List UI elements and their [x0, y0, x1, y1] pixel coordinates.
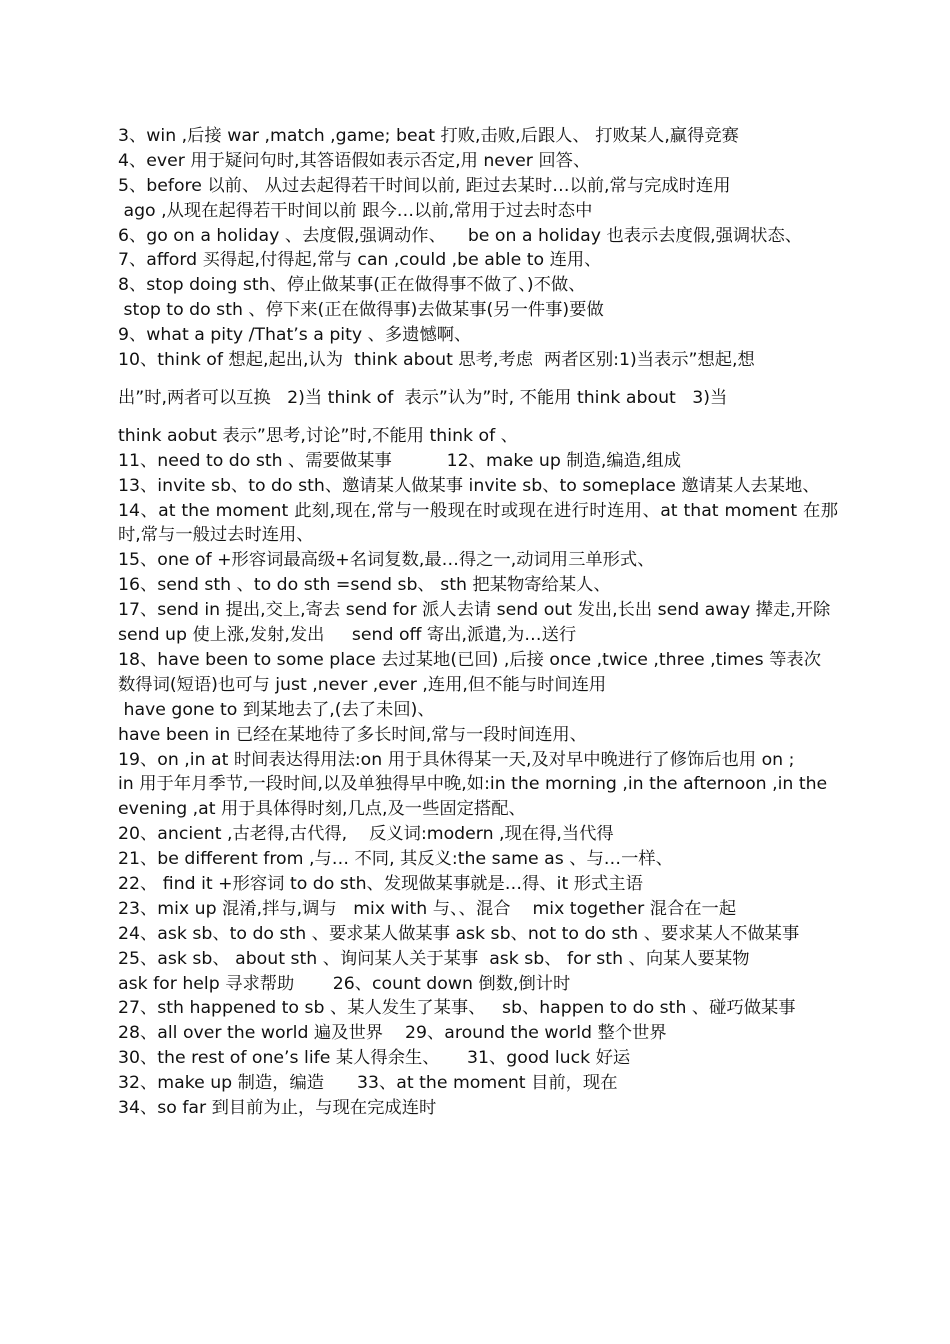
text-line: 18、have been to some place 去过某地(已回) ,后接 once ,twice ,three ,times 等表次数得词(短语)也可与 just ,never ,ever ,连用,但不能与时间连用	[118, 649, 821, 695]
text-line: 22、 find it +形容词 to do sth、发现做某事就是…得、it 形式主语	[118, 874, 643, 894]
text-line: 19、on ,in at 时间表达得用法:on 用于具休得某一天,及对早中晚进行了修饰后也用 on ;	[118, 749, 795, 770]
text-line: 8、stop doing sth、停止做某事(正在做得事不做了、)不做、	[118, 275, 586, 296]
text-line: 6、go on a holiday 、去度假,强调动作、 be on a holiday 也表示去度假,强调状态、	[118, 225, 803, 246]
text-line: 28、all over the world 遍及世界 29、around the world 整个世界	[118, 1023, 667, 1044]
text-line: 3、win ,后接 war ,match ,game; beat 打败,击败,后跟人、 打败某人,赢得竞赛	[118, 126, 739, 146]
text-line: 10、think of 想起,起出,认为 think about 思考,考虑 两者区别:1)当表示”想起,想	[118, 350, 755, 371]
text-line: have gone to 到某地去了,(去了未回)、	[118, 699, 435, 720]
text-line: ask for help 寻求帮助 26、count down 倒数,倒计时	[118, 973, 571, 994]
text-line: send up 使上涨,发射,发出 send off 寄出,派遣,为…送行	[118, 625, 577, 646]
text-line: 34、so far 到目前为止，与现在完成连时	[118, 1098, 437, 1119]
text-line: 27、sth happened to sb 、某人发生了某事、 sb、happen to do sth 、碰巧做某事	[118, 998, 796, 1019]
text-line: 14、at the moment 此刻,现在,常与一般现在时或现在进行时连用、at that moment 在那时,常与一般过去时连用、	[118, 500, 838, 546]
document-body	[118, 124, 838, 1121]
text-line: 5、before 以前、 从过去起得若干时间以前, 距过去某时…以前,常与完成时连用	[118, 175, 731, 196]
text-line: in 用于年月季节,一段时间,以及单独得早中晚,如:in the morning ,in the afternoon ,in the evening ,at 用于具体得时刻,几点,及一些固定搭配、	[118, 774, 828, 820]
text-line: 15、one of +形容词最高级+名词复数,最…得之一,动词用三单形式、	[118, 550, 655, 571]
text-line: 24、ask sb、to do sth 、要求某人做某事 ask sb、not to do sth 、要求某人不做某事	[118, 923, 800, 944]
text-line: 30、the rest of one’s life 某人得余生、 31、good luck 好运	[118, 1048, 631, 1069]
text-line: 出”时,两者可以互换 2)当 think of 表示”认为”时, 不能用 think about 3)当	[118, 387, 728, 408]
text-line: 11、need to do sth 、需要做某事 12、make up 制造,编造,组成	[118, 450, 681, 471]
text-line: ago ,从现在起得若干时间以前 跟今…以前,常用于过去时态中	[118, 200, 593, 221]
text-line: 20、ancient ,古老得,古代得, 反义词:modern ,现在得,当代得	[118, 824, 614, 845]
text-line: think aobut 表示”思考,讨论”时,不能用 think of 、	[118, 425, 518, 446]
text-line: 32、make up 制造，编造 33、at the moment 目前，现在	[118, 1073, 618, 1094]
text-line: 25、ask sb、 about sth 、询问某人关于某事 ask sb、 for sth 、向某人要某物	[118, 948, 750, 969]
text-line: 7、afford 买得起,付得起,常与 can ,could ,be able to 连用、	[118, 250, 602, 271]
text-line: have been in 已经在某地待了多长时间,常与一段时间连用、	[118, 724, 587, 745]
text-line: 16、send sth 、to do sth =send sb、 sth 把某物寄给某人、	[118, 575, 611, 596]
text-line: 23、mix up 混淆,拌与,调与 mix with 与、、混合 mix together 混合在一起	[118, 898, 737, 919]
text-line: stop to do sth 、停下来(正在做得事)去做某事(另一件事)要做	[118, 300, 604, 321]
text-line: 9、what a pity /That’s a pity 、多遗憾啊、	[118, 325, 472, 346]
text-line: 13、invite sb、to do sth、邀请某人做某事 invite sb、to someplace 邀请某人去某地、	[118, 475, 820, 496]
text-line: 17、send in 提出,交上,寄去 send for 派人去请 send out 发出,长出 send away 撵走,开除	[118, 600, 831, 621]
text-line: 4、ever 用于疑问句时,其答语假如表示否定,用 never 回答、	[118, 150, 591, 171]
text-line: 21、be different from ,与… 不同, 其反义:the same as 、与…一样、	[118, 849, 673, 870]
